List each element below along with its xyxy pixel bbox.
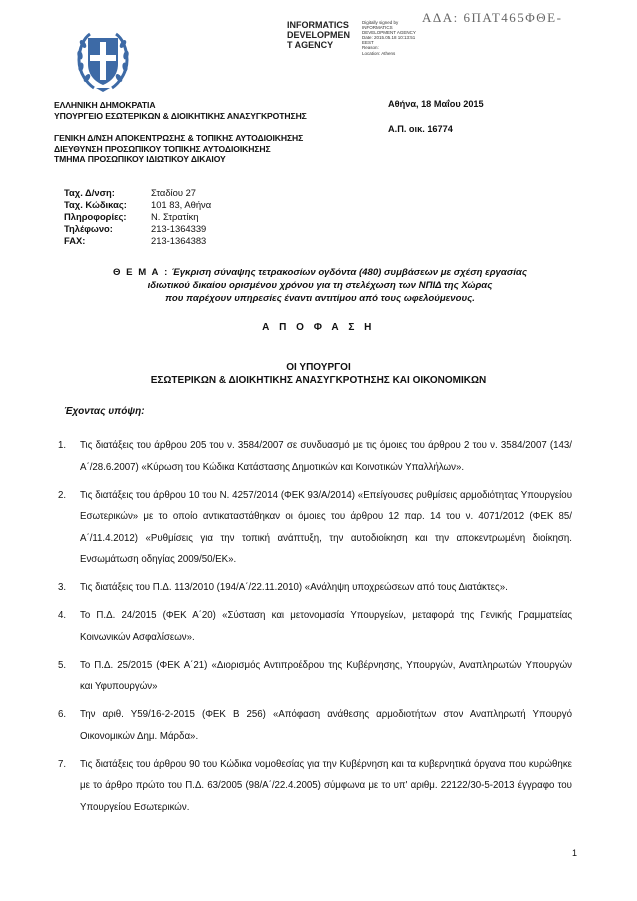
having-considered-heading: Έχοντας υπόψη:: [64, 406, 145, 417]
contact-row: [64, 211, 211, 223]
signature-agency-line: INFORMATICS: [287, 20, 349, 30]
list-item-text: Τις διατάξεις του άρθρου 205 του ν. 3584/2007 σε συνδυασμό με τις όμοιες του άρθρου 2 του ν. 3584/2007 (143/Α΄/28.6.2007) «Κύρωση του Κώδικα Κατάστασης Δημοτικών και Κοινοτικών Υπαλλήλων».: [80, 440, 572, 473]
list-item: [58, 605, 572, 648]
hellenic-republic-emblem: [70, 22, 136, 94]
ministers-heading: [0, 361, 637, 387]
list-item-text: Την αριθ. Υ59/16-2-2015 (ΦΕΚ Β 256) «Απόφαση ανάθεσης αρμοδιοτήτων στον Αναπληρωτή Υπουργό Οικονομικών Δημ. Μάρδα».: [80, 709, 572, 742]
ministry-header: [54, 100, 307, 121]
department-header: [54, 133, 303, 165]
signature-agency-line: DEVELOPMEN: [287, 30, 351, 40]
contact-label: Ταχ. Δ/νση:: [64, 187, 115, 198]
contact-value: Ν. Στρατίκη: [151, 211, 199, 222]
signature-detail-line: Digitally signed by: [362, 20, 399, 25]
signature-agency-block: [287, 20, 350, 50]
contact-block: [64, 187, 211, 247]
contact-value: 213-1364339: [151, 223, 207, 234]
list-item-text: Το Π.Δ. 24/2015 (ΦΕΚ Α΄20) «Σύσταση και μετονομασία Υπουργείων, μεταφορά της Γενικής Γραμματείας Κοινωνικών Ασφαλίσεων».: [80, 610, 572, 643]
list-item-number: 3.: [58, 582, 67, 593]
subject-line: που παρέχουν υπηρεσίες έναντι αντιτίμου από τους ωφελούμενους.: [165, 293, 475, 304]
document-date: Αθήνα, 18 Μαΐου 2015: [388, 99, 484, 109]
contact-value: 101 83, Αθήνα: [151, 199, 212, 210]
list-item-number: 4.: [58, 610, 67, 621]
signature-details-block: [362, 20, 416, 56]
contact-label: Ταχ. Κώδικας:: [64, 199, 127, 210]
contact-label: FAX:: [64, 235, 86, 246]
subject-lead: Θ Ε Μ Α :: [113, 267, 169, 278]
ada-code: ΑΔΑ: 6ΠΑΤ465ΦΘΕ-: [422, 10, 563, 25]
signature-agency-line: T AGENCY: [287, 40, 334, 50]
signature-detail-line: INFORMATICS: [362, 25, 393, 31]
list-item-number: 6.: [58, 709, 67, 720]
subject-line: Έγκριση σύναψης τετρακοσίων ογδόντα (480) συμβάσεων με σχέση εργασίας: [171, 267, 527, 278]
department-line: ΔΙΕΥΘΥΝΣΗ ΠΡΟΣΩΠΙΚΟΥ ΤΟΠΙΚΗΣ ΑΥΤΟΔΙΟΙΚΗΣΗΣ: [54, 143, 271, 154]
contact-row: [64, 199, 211, 211]
contact-row: [64, 223, 211, 235]
list-item-number: 7.: [58, 758, 67, 770]
signature-detail-line: Location: Athens: [362, 50, 396, 56]
list-item: [58, 754, 572, 819]
list-item-number: 5.: [58, 659, 67, 671]
protocol-number: Α.Π. οικ. 16774: [388, 124, 453, 134]
ministers-line: ΕΣΩΤΕΡΙΚΩΝ & ΔΙΟΙΚΗΤΙΚΗΣ ΑΝΑΣΥΓΚΡΟΤΗΣΗΣ ΚΑΙ ΟΙΚΟΝΟΜΙΚΩΝ: [150, 375, 487, 386]
ministry-line: ΕΛΛΗΝΙΚΗ ΔΗΜΟΚΡΑΤΙΑ: [54, 100, 156, 110]
considerations-list: [58, 435, 572, 825]
signature-detail-line: Reason:: [362, 45, 379, 51]
contact-value: 213-1364383: [151, 235, 207, 246]
list-item-text: Τις διατάξεις του άρθρου 90 του Κώδικα νομοθεσίας για την Κυβέρνηση και τα κυβερνητικά όργανα που κυρώθηκε με το άρθρο πρώτο του Π.Δ. 63/2005 (98/Α΄/22.4.2005) σύμφωνα με το υπ' αριθμ. 22122/30-5-2013 έγγραφο του Υπουργείου Εσωτερικών.: [80, 758, 572, 813]
list-item-text: Τις διατάξεις του Π.Δ. 113/2010 (194/Α΄/22.11.2010) «Ανάληψη υποχρεώσεων από τους Διατάκτες».: [80, 582, 508, 593]
subject-block: [40, 266, 600, 305]
signature-detail-line: DEVELOPMENT AGENCY: [362, 30, 416, 36]
list-item: [58, 485, 572, 571]
page-number: 1: [572, 848, 578, 858]
list-item-number: 1.: [58, 440, 67, 451]
ministry-line: ΥΠΟΥΡΓΕΙΟ ΕΣΩΤΕΡΙΚΩΝ & ΔΙΟΙΚΗΤΙΚΗΣ ΑΝΑΣΥΓΚΡΟΤΗΣΗΣ: [54, 110, 307, 121]
contact-label: Πληροφορίες:: [64, 211, 127, 222]
list-item: [58, 704, 572, 747]
subject-line: ιδιωτικού δικαίου ορισμένου χρόνου για τη στελέχωση των ΝΠΙΔ της Χώρας: [147, 280, 493, 291]
signature-detail-line: Date: 2015.05.18 10:13:51: [362, 35, 416, 41]
decision-title: Α Π Ο Φ Α Σ Η: [262, 322, 375, 333]
ministers-line: ΟΙ ΥΠΟΥΡΓΟΙ: [286, 362, 351, 373]
list-item-text: Το Π.Δ. 25/2015 (ΦΕΚ Α΄21) «Διορισμός Αντιπροέδρου της Κυβέρνησης, Υπουργών, Αναπληρωτών Υπουργών και Υφυπουργών»: [80, 659, 572, 692]
contact-label: Τηλέφωνο:: [64, 223, 113, 234]
department-line: ΤΜΗΜΑ ΠΡΟΣΩΠΙΚΟΥ ΙΔΙΩΤΙΚΟΥ ΔΙΚΑΙΟΥ: [54, 154, 226, 165]
list-item-number: 2.: [58, 489, 67, 501]
list-item: [58, 435, 572, 478]
list-item: [58, 577, 572, 599]
contact-row: [64, 187, 211, 199]
list-item: [58, 655, 572, 698]
signature-detail-line: EEST: [362, 40, 374, 46]
department-line: ΓΕΝΙΚΗ Δ/ΝΣΗ ΑΠΟΚΕΝΤΡΩΣΗΣ & ΤΟΠΙΚΗΣ ΑΥΤΟΔΙΟΙΚΗΣΗΣ: [54, 133, 304, 143]
contact-row: [64, 235, 211, 247]
contact-value: Σταδίου 27: [151, 187, 197, 198]
list-item-text: Τις διατάξεις του άρθρου 10 του Ν. 4257/2014 (ΦΕΚ 93/Α/2014) «Επείγουσες ρυθμίσεις αρμοδιότητας Υπουργείου Εσωτερικών» με το οποίο αντικαταστάθηκαν οι όμοιες του άρθρου 12 παρ. 14 του ν. 4071/2012 (ΦΕΚ 85/Α΄/11.4.2012) «Ρυθμίσεις για την τοπική ανάπτυξη, την αυτοδιοίκηση και την αποκεντρωμένη διοίκηση. Ενσωμάτωση οδηγίας 2009/50/ΕΚ».: [80, 489, 572, 565]
